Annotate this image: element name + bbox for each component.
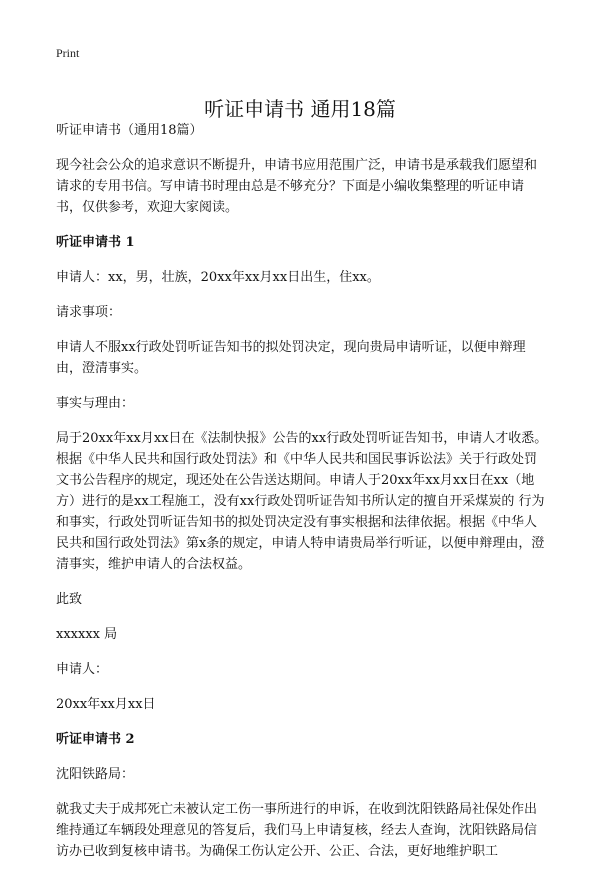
document-subtitle: 听证申请书（通用18篇）	[56, 123, 203, 138]
intro-paragraph: 现今社会公众的追求意识不断提升，申请书应用范围广泛，申请书是承载我们愿望和请求的专用书信。写申请书时理由总是不够充分？下面是小编收集整理的听证申请书，仅供参考，欢迎大家阅读。	[56, 158, 538, 215]
page-title: 听证申请书 通用18篇	[204, 97, 396, 122]
section2-body: 就我丈夫于成邦死亡未被认定工伤一事所进行的申诉，在收到沈阳铁路局社保处作出维持通辽车辆段处理意见的答复后，我们马上申请复核，经去人查询，沈阳铁路局信访办已收到复核申请书。为确保工伤认定公开、公正、合法，更好地维护职工	[56, 802, 538, 859]
facts-text: 局于20xx年xx月xx日在《法制快报》公告的xx行政处罚听证告知书，申请人才收悉。根据《中华人民共和国行政处罚法》和《中华人民共和国民事诉讼法》关于行政处罚文书公告程序的规定，现还处在公告送达期间。申请人于20xx年xx月xx日在xx（地方）进行的是xx工程施工，没有xx行政处罚听证告知书所认定的擅自开采煤炭的 行为和事实，行政处罚听证告知书的拟处罚决定没有事实根据和法律依据。根据《中华人民共和国行政处罚法》第x条的规定，申请人特申请贵局举行听证，以便申辩理由，澄清事实，维护申请人的合法权益。	[56, 431, 548, 572]
request-label: 请求事项：	[56, 305, 122, 320]
closing-line: 此致	[56, 592, 83, 607]
date-line: 20xx年xx月xx日	[56, 697, 156, 712]
signer-label: 申请人：	[56, 662, 109, 677]
recipient-line: xxxxxx 局	[56, 627, 118, 642]
section2-recipient: 沈阳铁路局：	[56, 767, 135, 782]
section-heading-2: 听证申请书 2	[56, 732, 135, 747]
request-text: 申请人不服xx行政处罚听证告知书的拟处罚决定，现向贵局申请听证，以便申辩理由，澄清事实。	[56, 340, 526, 376]
document-body	[56, 120, 548, 876]
applicant-line: 申请人：xx，男，壮族，20xx年xx月xx日出生，住xx。	[56, 270, 380, 285]
section-heading-1: 听证申请书 1	[56, 235, 135, 250]
facts-label: 事实与理由：	[56, 396, 135, 411]
print-link[interactable]: Print	[56, 46, 80, 60]
